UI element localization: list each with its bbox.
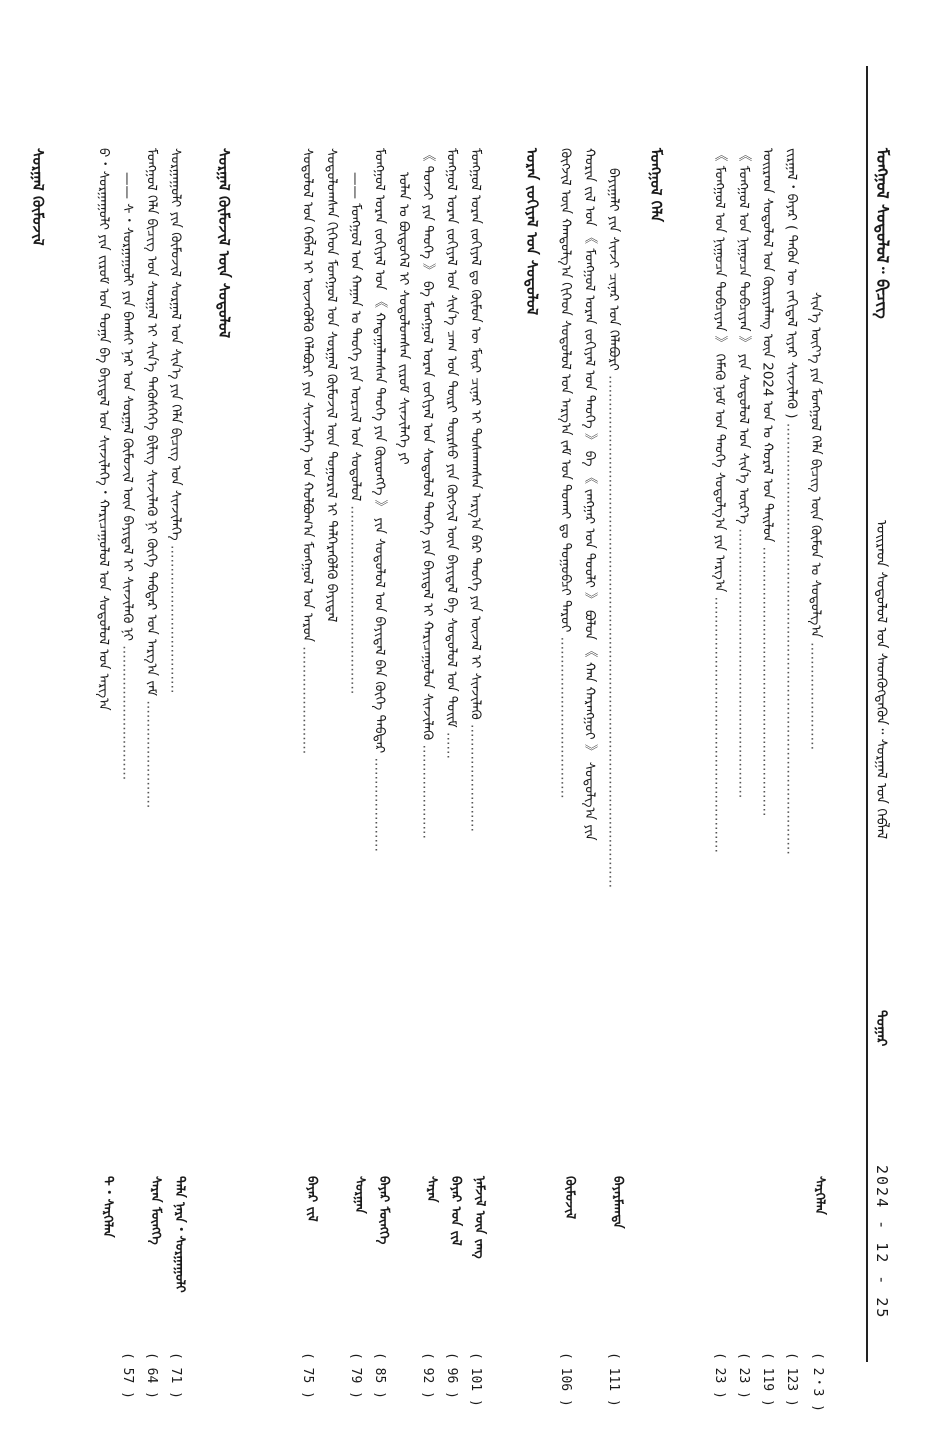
toc-entry[interactable] bbox=[144, 148, 158, 808]
author-name: ᠬᠦᠮᠦᠵᠢᠯ bbox=[562, 1176, 577, 1220]
toc-entry[interactable] bbox=[372, 148, 386, 852]
leader-dots: ………………………………………………… bbox=[711, 592, 728, 854]
entry-title: 《 ᠮᠣᠩᠭᠣᠯ ᠤᠨ ᠨᠢᠭᠤᠴᠠ ᠲᠣᠪᠴᠢᠶᠠᠨ 》 ᠶᠢᠨ ᠰᠤᠳᠤᠯᠤᠯ ᠤᠨ ᠰᠢᠨ᠎ᠡ ᠦᠷ᠎ᠡ bbox=[735, 148, 752, 525]
leader-dots: …………………… bbox=[807, 637, 824, 751]
toc-entry[interactable] bbox=[558, 148, 572, 799]
entry-title: ᠮᠣᠩᠭᠣᠯ ᠤᠷᠠᠨ ᠵᠣᠬᠢᠶᠠᠯ ᠤᠨ ᠰᠢᠨ᠎ᠡ ᠴᠠᠭ ᠤᠨ ᠳᠦᠷᠢ ᠳᠦᠷᠰᠦ ᠶᠢᠨ ᠬᠥᠭᠵᠢᠯ ᠦᠨ ᠪᠠᠶᠢᠳᠠᠯ ᠪᠠ ᠰᠤᠳᠤᠯᠤᠯ ᠤᠨ ᠲᠣᠢᠮ bbox=[443, 148, 460, 728]
toc-entry[interactable] bbox=[96, 148, 110, 711]
author-name: ᠰᠤᠷᠭᠠᠨ bbox=[352, 1176, 367, 1214]
section-title: ᠰᠤᠷᠭᠠᠯ ᠬᠦᠮᠦᠵᠢᠯ ᠦᠨ ᠰᠤᠳᠤᠯᠤᠯ bbox=[215, 148, 233, 339]
author-name: ᠪᠠᠶᠠᠷᠮᠠᠭᠳᠠ bbox=[610, 1176, 625, 1229]
leader-dots: …………………………… bbox=[167, 540, 184, 694]
entry-title: ᠰᠢᠨ᠎ᠡ ᠦᠶ᠎ᠡ ᠶᠢᠨ ᠮᠣᠩᠭᠣᠯ ᠬᠡᠯᠡ ᠪᠢᠴᠢᠭ ᠦᠨ ᠬᠦᠮᠦᠨ ᠤ ᠰᠤᠳᠤᠯᠭ᠎ᠠ bbox=[807, 292, 824, 638]
toc-entry[interactable] bbox=[396, 172, 410, 465]
leader-dots: …………………………………………………………………………………… bbox=[783, 418, 800, 855]
toc-entry[interactable] bbox=[168, 148, 182, 693]
author-name: ᠲ・ᠰᠡᠷᠭᠡᠯᠡᠨ bbox=[100, 1176, 115, 1238]
section-title: ᠤᠷᠠᠨ ᠵᠣᠬᠢᠶᠠᠯ ᠤᠨ ᠰᠤᠳᠤᠯᠤᠯ bbox=[523, 148, 541, 316]
section-title: ᠮᠣᠩᠭᠣᠯ ᠬᠡᠯᠡ bbox=[647, 148, 665, 223]
entry-title: ᠵᠢᠷᠭᠠᠯ・ᠪᠠᠶᠠᠷ ( ᠲᠡᠭᠦᠨ ᠦ ᠵᠠᠬᠢᠳᠠᠯ ᠢᠶᠠᠷ ᠰᠢᠨᠵᠢᠯᠡᠬᠦ ) bbox=[783, 148, 800, 419]
author-name: ᠪᠠᠶᠠᠷ ᠤᠨ ᠵᠢᠯ bbox=[448, 1176, 463, 1246]
leader-dots: ………………… bbox=[371, 753, 388, 853]
leader-dots: …………………………………… bbox=[347, 501, 364, 695]
page-number: ( 106 ) bbox=[558, 1352, 573, 1407]
toc-entry[interactable] bbox=[324, 148, 338, 622]
page-number: ( 92 ) bbox=[420, 1352, 435, 1399]
page-number: ( 71 ) bbox=[168, 1352, 183, 1399]
page-number: ( 57 ) bbox=[120, 1352, 135, 1399]
leader-dots: …………………… bbox=[299, 641, 316, 755]
entry-title: ᠣᠯᠠᠨ ᠤ ᠪᠦᠲᠦᠭᠡᠯ ᠢ ᠰᠤᠳᠤᠯᠤᠭᠰᠠᠨ ᠵᠢᠷᠤᠮ ᠰᠢᠨᠵᠢᠯᠡᠭᠡ ᠶᠢ bbox=[395, 172, 412, 465]
section-title: ᠰᠤᠷᠭᠠᠯ ᠬᠦᠮᠦᠵᠢᠯ bbox=[29, 148, 47, 246]
entry-title: ᠰᠤᠷᠭᠠᠭᠤᠯᠢ ᠶᠢᠨ ᠬᠥᠮᠦᠵᠢᠯ ᠰᠤᠷᠭᠠᠯ ᠤᠨ ᠰᠢᠨ᠎ᠡ ᠶᠢᠨ ᠬᠡᠯᠡ ᠪᠢᠴᠢᠭ ᠤᠨ ᠰᠢᠨᠵᠢᠯᠡᠭᠡ bbox=[167, 148, 184, 541]
entry-title: ᠮᠣᠩᠭᠣᠯ ᠬᠡᠯᠡ ᠪᠢᠴᠢᠭ ᠤᠨ ᠰᠤᠷᠭᠠᠯ ᠢ ᠰᠢᠨ᠎ᠡ ᠲᠡᠭᠦᠰᠬᠡᠭᠡ ᠪᠢᠯᠢᠭ ᠰᠢᠨᠵᠢᠯᠡᠬᠦ ᠨᠢ ᠬᠥᠬᠡ ᠳᠡᠪᠲᠡᠷ ᠤᠨ ᠠᠷᠭ᠎ᠠ ᠵᠠᠮ bbox=[143, 148, 160, 697]
page-number: ( 75 ) bbox=[300, 1352, 315, 1399]
entry-title: ᠮᠣᠩᠭᠣᠯ ᠤᠷᠠᠨ ᠵᠣᠬᠢᠶᠠᠯ ᠤᠨ 《 ᠬᠠᠳᠠᠭᠠᠯᠠᠭᠰᠠᠨ ᠲᠡᠦᠬᠡ ᠶᠢᠨ ᠬᠥᠷᠦᠩᠭᠡ 》 ᠶᠢᠨ ᠰᠤᠳᠤᠯᠤᠯ ᠤᠨ ᠪᠠᠶᠢᠳᠠᠯ ᠪᠠᠨ ᠬᠥᠬᠡ ᠳᠡᠪᠲᠡᠷ bbox=[371, 148, 388, 754]
entry-title: ᠪᠠᠶᠢᠭᠠᠯᠢ ᠶᠢᠨ ᠰᠢᠨᠵᠢ ᠴᠢᠨᠠᠷ ᠤᠨ ᠬᠡᠯᠡᠪᠦᠷᠢ bbox=[605, 168, 622, 371]
issue-label: ᠳᠤᠭᠠᠷ bbox=[873, 1010, 889, 1047]
author-name: ᠪᠠᠶᠠᠷ ᠮᠥᠩᠬᠡ bbox=[376, 1176, 391, 1245]
page-number: ( 64 ) bbox=[144, 1352, 159, 1399]
entry-title: ᠬᠥᠭᠵᠢᠯ ᠦᠨ ᠬᠠᠨᠳᠤᠯᠭ᠎ᠠ ᠬᠢᠭᠡᠳ ᠰᠤᠳᠤᠯᠤᠯ ᠤᠨ ᠠᠷᠭ᠎ᠠ ᠵᠠᠮ ᠤᠨ ᠲᠤᠬᠠᠢ ᠳᠤ ᠲᠣᠭᠣᠪᠴᠢ ᠳᠠᠷᠤᠢ bbox=[557, 148, 574, 633]
toc-entry[interactable] bbox=[784, 148, 798, 855]
author-name: ᠰᠡᠷᠭᠡᠯᠡᠨ bbox=[812, 1176, 827, 1215]
leader-dots: …………………………………………………………………………………………………… bbox=[605, 370, 622, 889]
page-number: ( 101 ) bbox=[468, 1352, 483, 1407]
toc-entry[interactable] bbox=[444, 148, 458, 759]
entry-title: 《 ᠲᠣᠨᠵᠢ ᠶᠢᠨ ᠲᠡᠦᠬᠡ 》 ᠪᠠ ᠮᠣᠩᠭᠣᠯ ᠤᠷᠠᠨ ᠵᠣᠬᠢᠶᠠᠯ ᠤᠨ ᠰᠤᠳᠤᠯᠤᠯ ᠲᠡᠦᠬᠡ ᠶᠢᠨ ᠪᠠᠶᠢᠳᠠᠯ ᠢ ᠬᠠᠷᠢᠴᠠᠭᠤᠯᠤᠨ ᠰᠢᠨᠵᠢᠯᠡᠬᠦ bbox=[419, 148, 436, 741]
toc-entry[interactable] bbox=[420, 148, 434, 839]
page-number: ( 2・3 ) bbox=[810, 1352, 825, 1412]
author-name: ᠲᠡᠯᠡ ᠨᠠᠷᠠ・ᠰᠤᠷᠭᠠᠭᠤᠯᠢ bbox=[172, 1176, 187, 1293]
entry-title: ᠬᠣᠷᠢᠨ ᠵᠢᠯ ᠤᠨ 《 ᠮᠣᠩᠭᠣᠯ ᠤᠷᠠᠨ ᠵᠣᠬᠢᠶᠠᠯ ᠤᠨ ᠲᠡᠦᠬᠡ 》 ᠪᠠ 《 ᠵᠠᠩᠭᠠᠷ ᠤᠨ ᠲᠤᠤᠯᠢ 》 ᠪᠣᠯᠤᠨ 《 ᠬᠠᠨ ᠬᠠᠷᠠᠩᠭᠤᠢ 》 ᠰᠤᠳᠤᠯᠭ᠎ᠠ ᠶᠢᠨ bbox=[581, 148, 598, 841]
toc-entry[interactable] bbox=[808, 292, 822, 750]
journal-subtitle: ᠣᠢᠷᠠᠳ ᠰᠤᠳᠤᠯᠤᠯ ᠤᠨ ᠰᠡᠳᠬᠦᠭᠳᠡᠬᠦᠨ᠃ ᠰᠤᠷᠭᠠᠯ ᠤᠨ ᠬᠡᠪᠯᠡᠯ bbox=[873, 520, 889, 840]
journal-title: ᠮᠣᠩᠭᠣᠯ ᠰᠤᠳᠤᠯᠤᠯ᠃ ᠪᠢᠴᠢᠭ bbox=[873, 148, 892, 319]
toc-entry[interactable] bbox=[606, 168, 620, 888]
page-number: ( 79 ) bbox=[348, 1352, 363, 1399]
toc-entry[interactable] bbox=[300, 148, 314, 754]
leader-dots: …………………………………………………… bbox=[735, 524, 752, 799]
entry-title: ᠪ・ᠰᠤᠷᠭᠠᠭᠤᠯᠢ ᠶᠢᠨ ᠵᠢᠷᠤᠮ ᠤᠨ ᠲᠣᠭᠠ ᠪᠠ ᠪᠠᠶᠢᠳᠠᠯ ᠤᠨ ᠰᠢᠨᠵᠢᠯᠡᠭᠡ・ᠬᠠᠷᠢᠴᠠᠭᠤᠯᠤᠯ ᠤᠨ ᠰᠤᠳᠤᠯᠤᠯ ᠤᠨ ᠠᠷᠭ᠎ᠠ bbox=[95, 148, 112, 711]
toc-entry[interactable] bbox=[582, 148, 596, 841]
leader-dots: …… bbox=[443, 727, 460, 759]
author-name: ᠨᠠᠮᠵᠢᠯ ᠦᠨ ᠵᠠᠩ bbox=[472, 1176, 487, 1259]
leader-dots: …………………… bbox=[467, 719, 484, 832]
toc-entry[interactable] bbox=[760, 148, 774, 817]
entry-title: —— ᠰ・ᠰᠤᠷᠭᠠᠭᠤᠯᠢ ᠶᠢᠨ ᠪᠠᠭᠰᠢ ᠨᠠᠷ ᠤᠨ ᠰᠤᠷᠭᠠᠯ ᠬᠦᠮᠦᠵᠢᠯ ᠦᠨ ᠪᠠᠶᠢᠳᠠᠯ ᠢ ᠰᠢᠨᠵᠢᠯᠡᠬᠦ ᠨᠢ bbox=[119, 172, 136, 641]
toc-entry[interactable] bbox=[120, 172, 134, 780]
entry-title: 《 ᠮᠣᠩᠭᠣᠯ ᠤᠨ ᠨᠢᠭᠤᠴᠠ ᠲᠣᠪᠴᠢᠶᠠᠨ 》 ᠬᠡᠮᠡᠬᠦ ᠨᠣᠮ ᠤᠨ ᠲᠡᠦᠬᠡ ᠰᠤᠳᠤᠯᠭ᠎ᠠ ᠶᠢᠨ ᠠᠷᠭ᠎ᠠ bbox=[711, 148, 728, 593]
page-number: ( 23 ) bbox=[712, 1352, 727, 1399]
entry-title: —— ᠮᠣᠩᠭᠣᠯ ᠤᠨ ᠬᠠᠭᠠᠨ ᠤ ᠲᠡᠦᠬᠡ ᠶᠢᠨ ᠣᠷᠴᠢᠯ ᠤᠨ ᠰᠤᠳᠤᠯᠤᠯ bbox=[347, 172, 364, 502]
entry-title: ᠰᠤᠳᠤᠯᠤᠯ ᠤᠨ ᠬᠡᠪᠯᠡᠯ ᠢ ᠦᠵᠡᠭᠦᠯᠬᠦ ᠬᠡᠯᠡᠪᠦᠷᠢ ᠶᠢᠨ ᠰᠢᠨᠵᠢᠯᠡᠭᠡ ᠤᠨ ᠬᠣᠯᠪᠣᠭ᠎ᠠ ᠮᠣᠩᠭᠣᠯ ᠤᠨ ᠠᠷᠤᠨ bbox=[299, 148, 316, 642]
leader-dots: ………………… bbox=[419, 740, 436, 839]
leader-dots: …………………… bbox=[143, 696, 160, 809]
author-name: ᠰᠠᠷᠠᠨ ᠮᠥᠩᠬᠡ bbox=[148, 1176, 163, 1245]
entry-title: ᠰᠤᠳᠤᠯᠤᠭᠰᠠᠨ ᠬᠢᠭᠡᠳ ᠮᠣᠩᠭᠣᠯ ᠤᠨ ᠰᠤᠷᠭᠠᠯ ᠬᠦᠮᠦᠵᠢᠯ ᠦᠨ ᠲᠤᠭᠤᠷᠢᠯ ᠢ ᠳᠡᠯᠭᠡᠷᠡᠭᠦᠯᠬᠦ ᠪᠠᠶᠢᠳᠠᠯ bbox=[323, 148, 340, 623]
author-name: ᠪᠠᠶᠠᠷ ᠵᠢᠯ bbox=[304, 1176, 319, 1222]
header-rule bbox=[866, 66, 868, 1362]
toc-entry[interactable] bbox=[468, 148, 482, 832]
page-number: ( 85 ) bbox=[372, 1352, 387, 1399]
toc-entry[interactable] bbox=[348, 172, 362, 694]
page-number: ( 23 ) bbox=[736, 1352, 751, 1399]
leader-dots: …………………………………………………… bbox=[759, 542, 776, 817]
page-number: ( 119 ) bbox=[760, 1352, 775, 1407]
toc-entry[interactable] bbox=[736, 148, 750, 798]
issue-date: 2024 - 12 - 25 bbox=[873, 1165, 891, 1320]
leader-dots: ………………………… bbox=[119, 641, 136, 781]
author-name: ᠰᠠᠷᠠᠨ bbox=[424, 1176, 439, 1203]
toc-entry[interactable] bbox=[712, 148, 726, 853]
page-number: ( 123 ) bbox=[784, 1352, 799, 1407]
page-number: ( 96 ) bbox=[444, 1352, 459, 1399]
page-number: ( 111 ) bbox=[606, 1352, 621, 1407]
leader-dots: ……………………………… bbox=[557, 632, 574, 799]
entry-title: ᠣᠢᠷᠠᠳ ᠰᠤᠳᠤᠯᠤᠯ ᠤᠨ ᠬᠦᠷᠢᠶᠡᠯᠡᠩ ᠦᠨ 2024 ᠣᠨ ᠤ ᠬᠤᠷᠠᠯ ᠤᠨ ᠲᠠᠢᠯᠤᠨ bbox=[759, 148, 776, 543]
entry-title: ᠮᠣᠩᠭᠣᠯ ᠤᠷᠠᠨ ᠵᠣᠬᠢᠶᠠᠯ ᠳᠤ ᠬᠦᠮᠦᠨ ᠦ ᠮᠥᠷ ᠴᠢᠨᠠᠷ ᠢ ᠲᠤᠰᠬᠠᠭᠰᠠᠨ ᠠᠷᠭ᠎ᠠ ᠪᠠᠷ ᠲᠡᠦᠬᠡ ᠶᠢᠨ ᠦᠵᠡᠯ ᠢ ᠰᠢᠨᠵᠢᠯᠡᠬᠦ bbox=[467, 148, 484, 720]
